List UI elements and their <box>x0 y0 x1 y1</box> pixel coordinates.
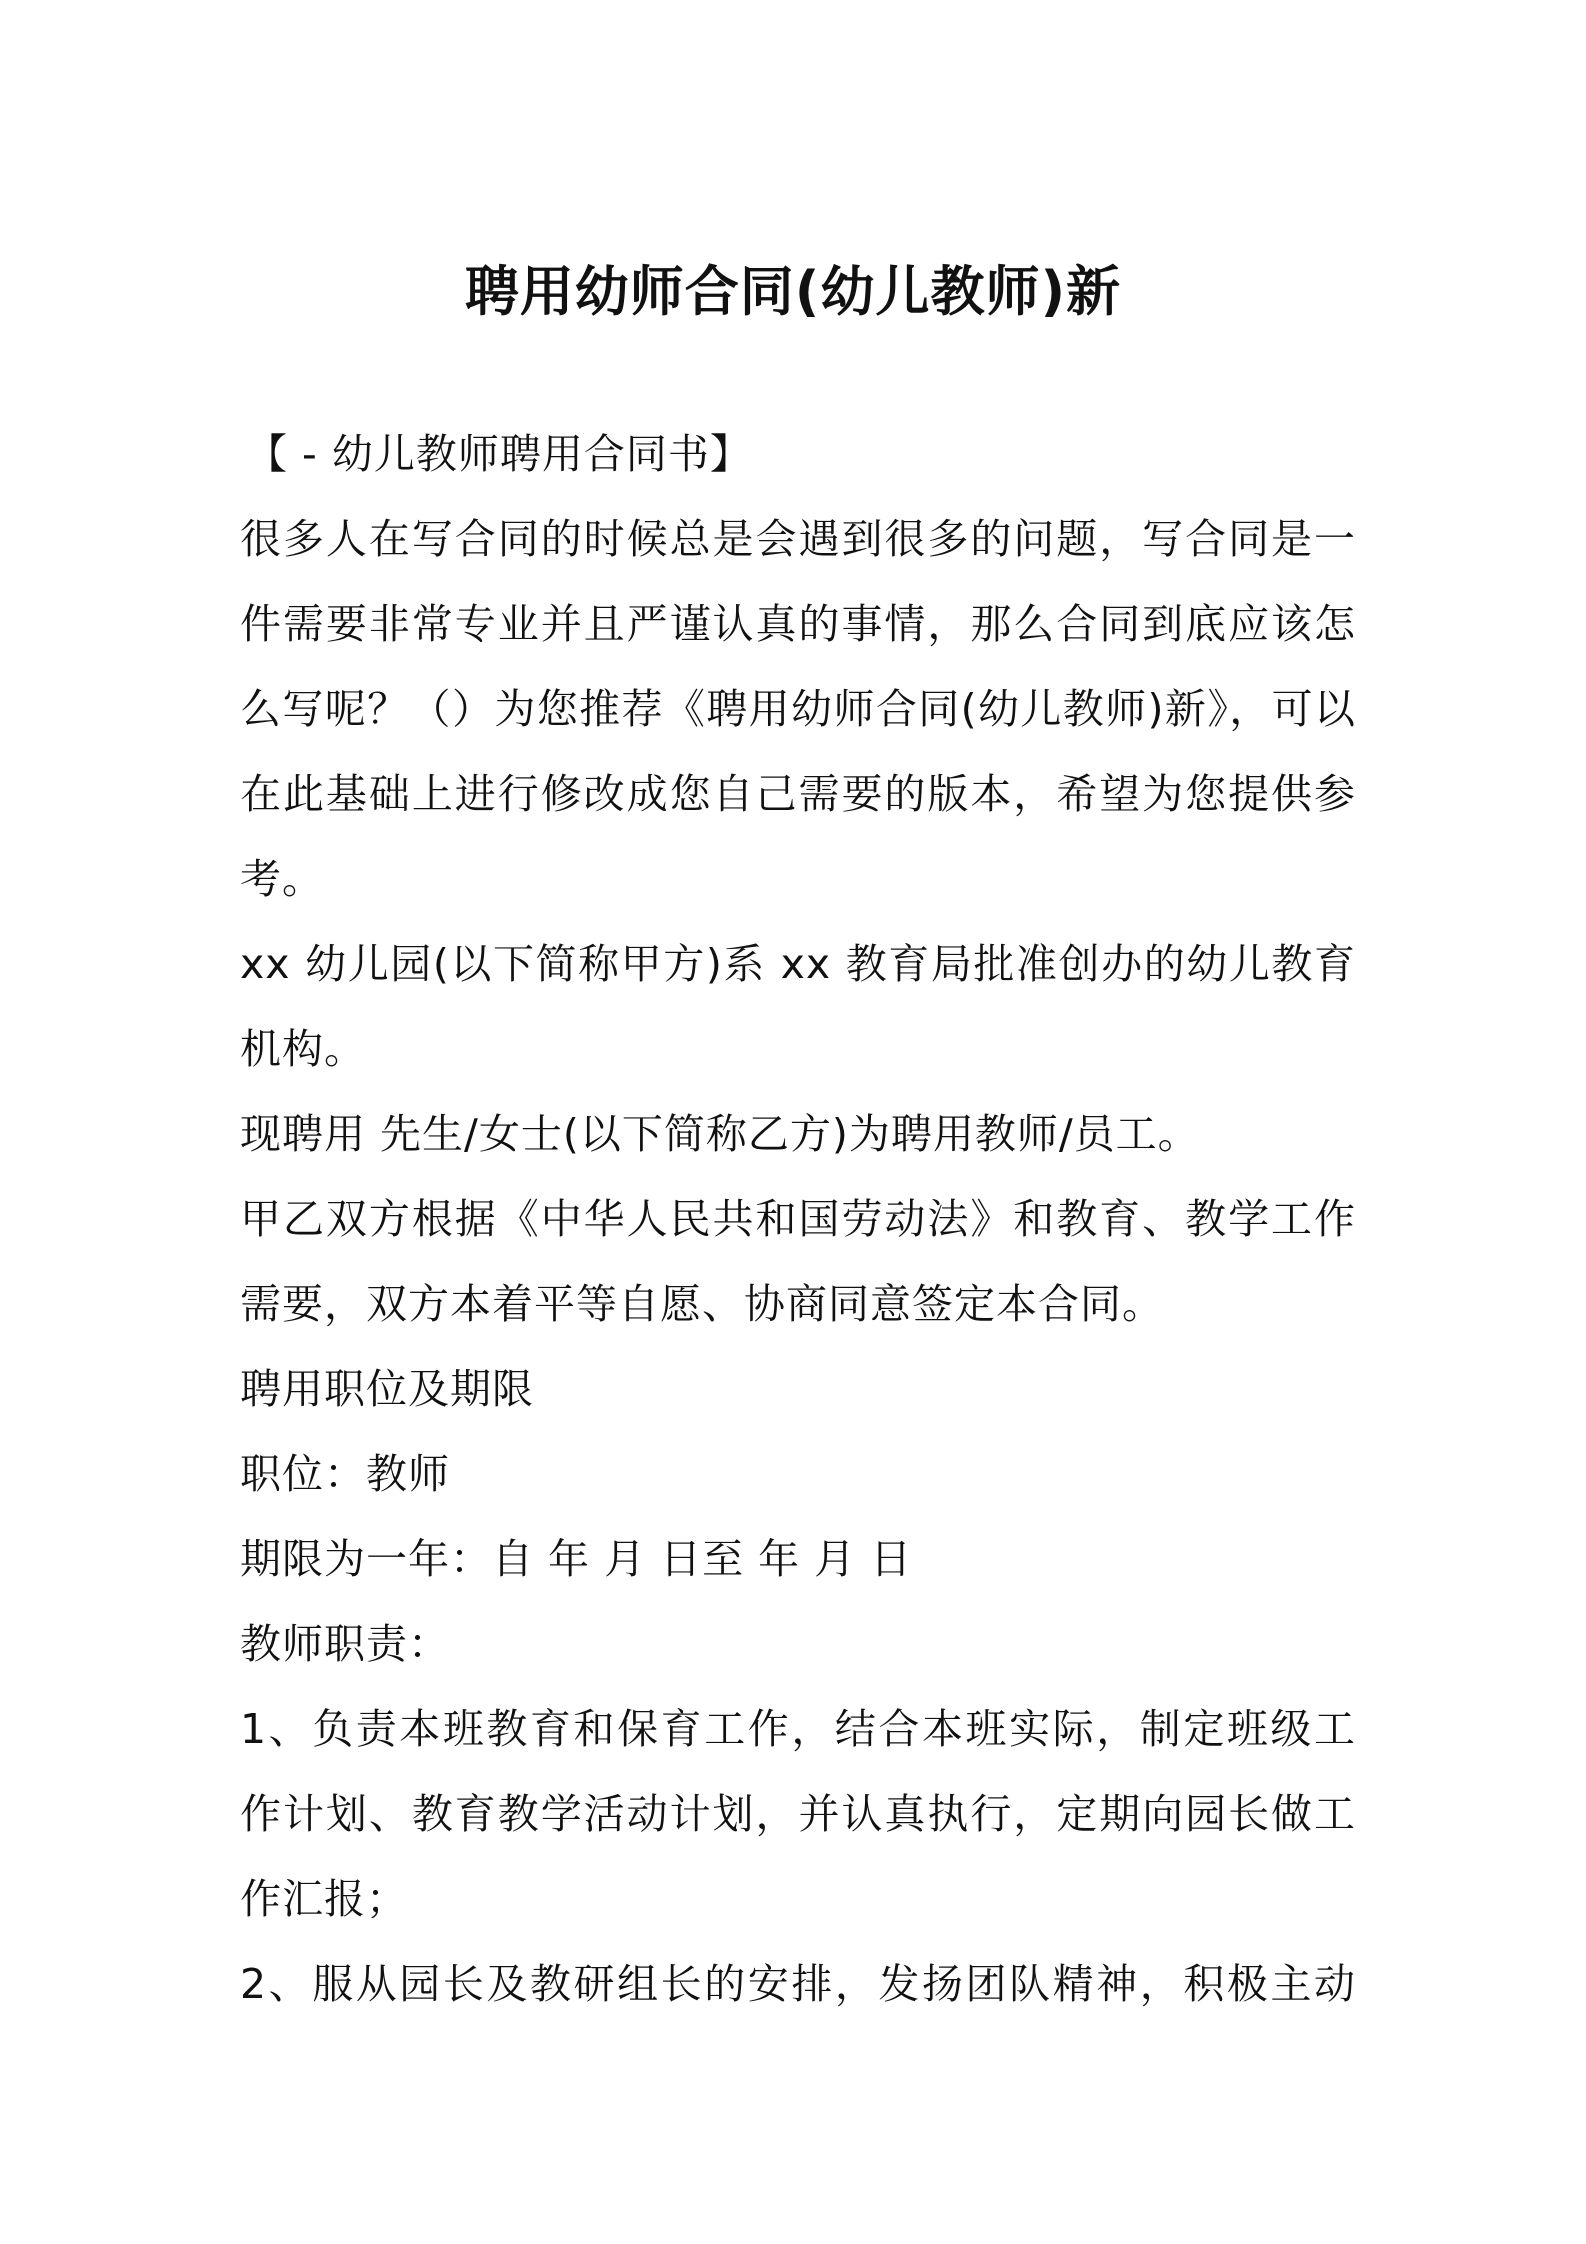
duty-item-line: 作汇报； <box>240 1875 408 1923</box>
section-heading: 教师职责： <box>240 1620 450 1668</box>
paragraph-line: 件需要非常专业并且严谨认真的事情，那么合同到底应该怎 <box>240 600 1356 648</box>
section-subtitle: 【 - 幼儿教师聘用合同书】 <box>246 430 752 478</box>
paragraph-line: 在此基础上进行修改成您自己需要的版本，希望为您提供参 <box>240 770 1356 818</box>
position-line: 职位：教师 <box>240 1450 450 1498</box>
paragraph-line: 需要，双方本着平等自愿、协商同意签定本合同。 <box>240 1280 1164 1328</box>
paragraph-line: 很多人在写合同的时候总是会遇到很多的问题，写合同是一 <box>240 515 1356 563</box>
paragraph-line: 么写呢？（）为您推荐《聘用幼师合同(幼儿教师)新》，可以 <box>240 685 1356 733</box>
duty-item-line: 作计划、教育教学活动计划，并认真执行，定期向园长做工 <box>240 1790 1356 1838</box>
duty-item-line: 1、负责本班教育和保育工作，结合本班实际，制定班级工 <box>240 1705 1356 1753</box>
document-body <box>240 412 1356 2027</box>
section-heading: 聘用职位及期限 <box>240 1365 534 1413</box>
duty-item-line: 2、服从园长及教研组长的安排，发扬团队精神，积极主动 <box>240 1960 1356 2008</box>
term-line: 期限为一年：自 年 月 日至 年 月 日 <box>240 1535 913 1583</box>
paragraph-line: 甲乙双方根据《中华人民共和国劳动法》和教育、教学工作 <box>240 1195 1356 1243</box>
paragraph-line: 机构。 <box>240 1025 366 1073</box>
paragraph-line: 考。 <box>240 855 324 903</box>
document-title: 聘用幼师合同(幼儿教师)新 <box>464 260 1122 323</box>
paragraph-line: 现聘用 先生/女士(以下简称乙方)为聘用教师/员工。 <box>240 1110 1200 1158</box>
paragraph-line: xx 幼儿园(以下简称甲方)系 xx 教育局批准创办的幼儿教育 <box>240 940 1356 988</box>
